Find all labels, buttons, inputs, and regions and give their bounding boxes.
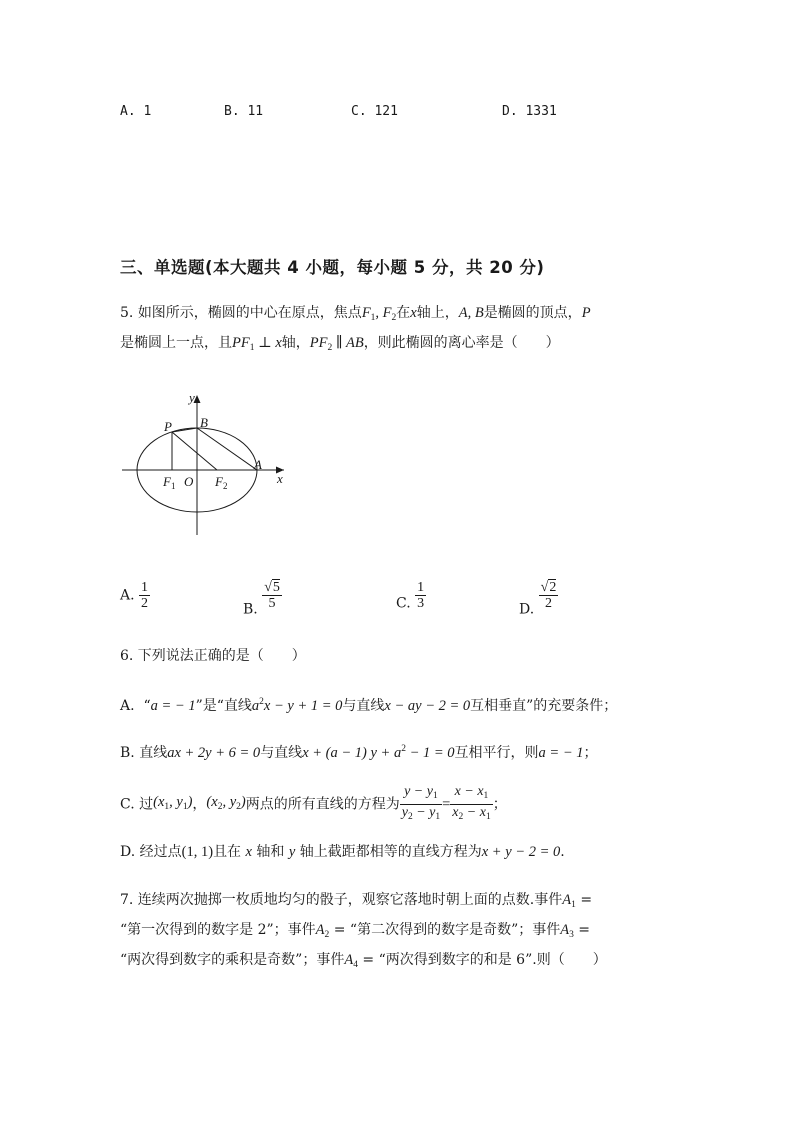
question-text: 在 <box>396 305 411 321</box>
question-text: 是椭圆上一点，且 <box>120 335 232 351</box>
question-6-stem: 6. 下列说法正确的是（ ） <box>120 648 306 664</box>
label-x: x <box>277 471 283 486</box>
label-f1: $F_1$ <box>163 474 176 491</box>
question-5-line-2 <box>120 334 560 357</box>
fraction: $\frac{1}{2}$ <box>141 580 149 611</box>
math-symbol: x <box>410 305 417 321</box>
label-a: A <box>254 457 262 472</box>
ellipse-figure <box>118 385 298 540</box>
segment-ab <box>197 428 257 470</box>
fraction: $\frac{x - x_1}{x_2 - x_1}$ <box>452 784 491 822</box>
question-text: 轴， <box>281 335 310 351</box>
label-b: B <box>200 415 208 430</box>
fraction: $\frac{1}{3}$ <box>417 580 425 611</box>
q5-option-d: D. $\frac{√2}{2}$ <box>519 580 557 618</box>
fraction: $\frac{√5}{5}$ <box>264 580 280 611</box>
label-f2: $F_2$ <box>215 474 228 491</box>
question-number: 5. <box>120 305 134 321</box>
q6-option-c: C. 过($x_1$, $y_1$)，($x_2$, $y_2$)两点的所有直线的方程为 $\frac{y - y_1}{y_2 - y_1}$ = $\frac{x - x_1}{x_2 - x_1}$ ； <box>120 784 507 825</box>
q5-option-c: C. $\frac{1}{3}$ <box>396 580 425 612</box>
label-y: y <box>189 390 195 405</box>
q6-option-b: B. 直线ax + 2y + 6 = 0与直线x + (a − 1) $y + a^2 - 1 = 0$互相平行，则a = − 1； <box>120 744 598 761</box>
prev-option-d: D. 1331 <box>502 104 557 119</box>
q6-option-a: A. “a = − 1”是“直线$a^2x - y + 1 = 0$与直线x − ay − 2 = 0互相垂直”的充要条件； <box>120 697 618 714</box>
question-7-line-3: “两次得到数字的乘积是奇数”；事件$A_4$ = “两次得到数字的和是 6”.则（ ） <box>120 952 607 970</box>
math-symbol: A, B <box>458 305 484 321</box>
fraction: $\frac{√2}{2}$ <box>540 580 557 611</box>
math-expression: $PF_2$ ∥ AB <box>309 335 364 353</box>
question-text: ，则此椭圆的离心率是（ ） <box>363 335 560 351</box>
prev-option-c: C. 121 <box>351 104 398 119</box>
question-text: 如图所示，椭圆的中心在原点，焦点 <box>137 305 362 321</box>
question-7-line-2: “第一次得到的数字是 2”；事件$A_2$ = “第二次得到的数字是奇数”；事件$A_3$ = <box>120 922 591 940</box>
q6-option-d: D. 经过点(1, 1)且在 x 轴和 y 轴上截距都相等的直线方程为x + y − 2 = 0. <box>120 844 565 860</box>
label-p: P <box>164 419 172 434</box>
question-text: 轴上， <box>416 305 459 321</box>
question-5-line-1 <box>120 304 591 327</box>
math-expression: $PF_1$ ⊥ x <box>232 335 282 353</box>
section-heading: 三、单选题(本大题共 4 小题，每小题 5 分，共 20 分) <box>120 258 545 277</box>
question-7-line-1: 7. 连续两次抛掷一枚质地均匀的骰子，观察它落地时朝上面的点数.事件$A_1$ = <box>120 892 593 910</box>
math-symbol: $F_1$, $F_2$ <box>361 305 397 323</box>
question-text: 是椭圆的顶点， <box>483 305 582 321</box>
q5-option-b: B. $\frac{√5}{5}$ <box>243 580 280 618</box>
prev-option-b: B. 11 <box>224 104 264 119</box>
math-symbol: P <box>581 305 591 321</box>
q5-option-a: A. $\frac{1}{2}$ <box>120 580 149 611</box>
label-o: O <box>184 474 194 489</box>
fraction: $\frac{y - y_1}{y_2 - y_1}$ <box>401 784 441 822</box>
prev-option-a: A. 1 <box>120 104 152 119</box>
